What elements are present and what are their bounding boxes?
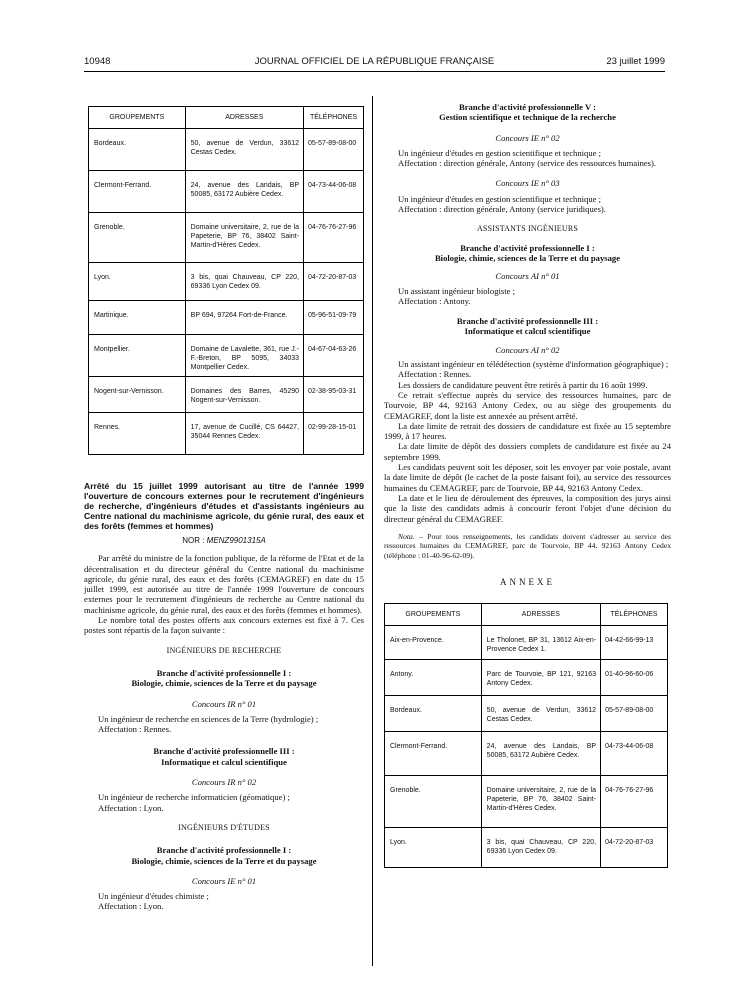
page-number: 10948: [84, 56, 111, 67]
table-row: [385, 659, 668, 695]
poste-line: Un ingénieur de recherche informaticien (géomatique) ;: [98, 792, 290, 803]
telephone-cell: 04-72-20-87-03: [304, 263, 364, 301]
poste-line: Un ingénieur d'études en gestion scientifique et technique ;: [398, 193, 601, 204]
arrete-paragraph-1: Par arrêté du ministre de la fonction publique, de la réforme de l'Etat et de la décentralisation et du directeur général du Centre national du machinisme agricole, du génie rural, des eaux et des forêts (CEMAGREF) en date du 15 juillet 1999, est autorisée au titre de l'année 1999 l'ouverture de concours externes pour le recrutement d'ingénieurs de recherche au Centre national du machinisme agricole, du génie rural, des eaux et des forêts (femmes et hommes).: [84, 553, 364, 615]
adresse-cell: 3 bis, quai Chauveau, CP 220, 69336 Lyon Cedex 09.: [481, 827, 600, 867]
date-limite-retrait-paragraph: La date limite de retrait des dossiers de candidature est fixée au 15 septembre 1999, à 17 heures.: [384, 420, 671, 442]
table-row: [385, 827, 668, 867]
arrete-paragraph-2: Le nombre total des postes offerts aux concours externes est fixé à 7. Ces postes sont répartis de la façon suivante :: [84, 615, 364, 636]
table-row: [89, 129, 364, 171]
concours-label: Concours IE n° 02: [495, 132, 560, 143]
table-row: [385, 731, 668, 775]
concours-label: Concours IR n° 02: [191, 777, 257, 788]
left-column: [84, 100, 364, 912]
affectation-line: Affectation : direction générale, Antony (service des ressources humaines).: [398, 158, 657, 169]
table-row: [89, 301, 364, 335]
poste-line: Un ingénieur d'études chimiste ;: [98, 891, 209, 902]
nota-note: [384, 532, 671, 561]
branch-title: Branche d'activité professionnelle I :: [460, 242, 595, 253]
column-header: TÉLÉPHONES: [601, 603, 668, 625]
affectation-line: Affectation : direction générale, Antony (service juridiques).: [398, 204, 606, 215]
telephone-cell: 05-96-51-09-79: [304, 301, 364, 335]
branch-subtitle: Informatique et calcul scientifique: [161, 756, 287, 767]
groupement-cell: Nogent-sur-Vernisson.: [89, 377, 186, 413]
affectation-line: Affectation : Antony.: [398, 295, 471, 306]
branch-subtitle: Biologie, chimie, sciences de la Terre et du paysage: [131, 855, 317, 866]
branch-subtitle: Biologie, chimie, sciences de la Terre et du paysage: [131, 678, 317, 689]
table-row: [89, 263, 364, 301]
groupements-table-1: [88, 106, 364, 455]
publication-date: 23 juillet 1999: [606, 56, 665, 67]
section-heading-ai: ASSISTANTS INGÉNIEURS: [476, 224, 579, 234]
concours-label: Concours IE n° 03: [495, 178, 560, 189]
groupement-cell: Lyon.: [89, 263, 186, 301]
epreuves-paragraph: La date et le lieu de déroulement des épreuves, la composition des jurys ainsi que la liste des candidats admis à concourir feront l'objet d'une décision du directeur général du CEMAGREF.: [384, 492, 671, 524]
page-header: [84, 56, 665, 70]
groupement-cell: Martinique.: [89, 301, 186, 335]
section-heading-ir: INGÉNIEURS DE RECHERCHE: [166, 645, 282, 655]
nota-label: Nota.: [398, 531, 415, 541]
branch-title: Branche d'activité professionnelle III :: [153, 746, 295, 757]
column-header: GROUPEMENTS: [385, 603, 482, 625]
column-header: ADRESSES: [481, 603, 600, 625]
groupement-cell: Aix-en-Provence.: [385, 625, 482, 659]
table-row: [89, 377, 364, 413]
branch-subtitle: Gestion scientifique et technique de la recherche: [439, 112, 616, 123]
groupement-cell: Rennes.: [89, 413, 186, 455]
adresse-cell: Le Tholonet, BP 31, 13612 Aix-en-Provence Cedex 1.: [481, 625, 600, 659]
date-limite-depot-paragraph: La date limite de dépôt des dossiers complets de candidature est fixée au 24 septembre 1999.: [384, 441, 671, 462]
branch-title: Branche d'activité professionnelle III :: [456, 316, 599, 327]
header-rule: [84, 71, 665, 72]
adresse-cell: 24, avenue des Landais, BP 50085, 63172 Aubière Cedex.: [481, 731, 600, 775]
telephone-cell: 04-72-20-87-03: [601, 827, 668, 867]
affectation-line: Affectation : Lyon.: [98, 802, 164, 813]
concours-label: Concours AI n° 02: [495, 344, 560, 355]
concours-label: Concours AI n° 01: [495, 271, 560, 282]
groupement-cell: Antony.: [385, 659, 482, 695]
telephone-cell: 05-57-89-08-00: [601, 695, 668, 731]
right-column: [384, 102, 671, 868]
column-divider: [372, 96, 373, 966]
branch-title: Branche d'activité professionnelle I :: [156, 667, 292, 678]
groupement-cell: Bordeaux.: [385, 695, 482, 731]
telephone-cell: 04-67-04-63-26: [304, 335, 364, 377]
table-header-row: [385, 603, 668, 625]
groupement-cell: Bordeaux.: [89, 129, 186, 171]
affectation-line: Affectation : Rennes.: [98, 724, 172, 735]
nota-text: – Pour tous renseignements, les candidats doivent s'adresser au service des ressources humaines du CEMAGREF, parc de Tourvoie, BP 44, 92163 Antony Cedex (téléphone : 01-40-96-62-09).: [384, 531, 671, 560]
adresse-cell: 17, avenue de Cucillé, CS 64427, 35044 Rennes Cedex.: [185, 413, 303, 455]
column-header: ADRESSES: [185, 107, 303, 129]
concours-label: Concours IR n° 01: [191, 698, 257, 709]
affectation-line: Affectation : Rennes.: [398, 369, 472, 380]
nor-code: MENZ9901315A: [206, 536, 266, 545]
adresse-cell: Domaines des Barres, 45290 Nogent-sur-Vernisson.: [185, 377, 303, 413]
section-heading-ie: INGÉNIEURS D'ÉTUDES: [178, 822, 270, 832]
groupement-cell: Clermont-Ferrand.: [89, 171, 186, 213]
adresse-cell: 3 bis, quai Chauveau, CP 220, 69336 Lyon Cedex 09.: [185, 263, 303, 301]
telephone-cell: 01-40-96-60-06: [601, 659, 668, 695]
table-row: [385, 775, 668, 827]
poste-line: Un assistant ingénieur biologiste ;: [398, 285, 515, 296]
adresse-cell: Domaine universitaire, 2, rue de la Papeterie, BP 76, 38402 Saint-Martin-d'Hères Cedex.: [185, 213, 303, 263]
retrait-paragraph: Ce retrait s'effectue auprès du service des ressources humaines, parc de Tourvoie, BP 44, 92163 Antony Cedex, ou au siège des groupements du CEMAGREF, dont la liste est annexée au présent arrêté.: [384, 389, 671, 421]
table-row: [89, 213, 364, 263]
telephone-cell: 04-76-76-27-96: [304, 213, 364, 263]
telephone-cell: 04-73-44-06-08: [304, 171, 364, 213]
poste-line: Un ingénieur d'études en gestion scientifique et technique ;: [398, 147, 601, 158]
poste-line: Un ingénieur de recherche en sciences de la Terre (hydrologie) ;: [98, 713, 319, 724]
branch-subtitle: Biologie, chimie, sciences de la Terre et du paysage: [434, 252, 621, 263]
affectation-line: Affectation : Lyon.: [98, 901, 164, 912]
adresse-cell: Domaine universitaire, 2, rue de la Papeterie, BP 76, 38402 Saint-Martin-d'Hères Cedex.: [481, 775, 600, 827]
dossiers-paragraph: Les dossiers de candidature peuvent être retirés à partir du 16 août 1999.: [398, 379, 648, 390]
groupements-table-2: [384, 603, 668, 868]
telephone-cell: 05-57-89-08-00: [304, 129, 364, 171]
concours-label: Concours IE n° 01: [191, 875, 257, 886]
table-row: [89, 413, 364, 455]
nor-label: NOR :: [182, 536, 205, 545]
depot-paragraph: Les candidats peuvent soit les déposer, soit les envoyer par voie postale, avant la date limite de dépôt (le cachet de la poste faisant foi), au service des ressources humaines du CEMAGREF, parc de Tourvoie, BP 44, 92163 Antony Cedex.: [384, 462, 671, 493]
column-header: GROUPEMENTS: [89, 107, 186, 129]
branch-title: Branche d'activité professionnelle I :: [156, 845, 292, 856]
column-header: TÉLÉPHONES: [304, 107, 364, 129]
adresse-cell: BP 694, 97264 Fort-de-France.: [185, 301, 303, 335]
adresse-cell: Domaine de Lavalette, 361, rue J.-F.-Breton, BP 5095, 34033 Montpellier Cedex.: [185, 335, 303, 377]
branch-title: Branche d'activité professionnelle V :: [458, 102, 597, 112]
groupement-cell: Grenoble.: [89, 213, 186, 263]
table-row: [385, 695, 668, 731]
arrete-title: Arrêté du 15 juillet 1999 autorisant au titre de l'année 1999 l'ouverture de concours externes pour le recrutement d'ingénieurs de recherche, d'ingénieurs d'études et d'assistants ingénieurs au Centre national du machinisme agricole, du génie rural, des eaux et des forêts (femmes et hommes): [84, 481, 364, 531]
telephone-cell: 02-38-95-03-31: [304, 377, 364, 413]
groupement-cell: Grenoble.: [385, 775, 482, 827]
poste-line: Un assistant ingénieur en télédétection (système d'information géographique) ;: [398, 359, 669, 370]
table-row: [385, 625, 668, 659]
telephone-cell: 04-76-76-27-96: [601, 775, 668, 827]
adresse-cell: Parc de Tourvoie, BP 121, 92163 Antony Cedex.: [481, 659, 600, 695]
telephone-cell: 04-73-44-06-08: [601, 731, 668, 775]
nor-reference: [84, 536, 364, 546]
adresse-cell: 24, avenue des Landais, BP 50085, 63172 Aubière Cedex.: [185, 171, 303, 213]
telephone-cell: 02-99-28-15-01: [304, 413, 364, 455]
journal-title: JOURNAL OFFICIEL DE LA RÉPUBLIQUE FRANÇAISE: [254, 56, 495, 67]
table-row: [89, 335, 364, 377]
table-header-row: [89, 107, 364, 129]
adresse-cell: 50, avenue de Verdun, 33612 Cestas Cedex.: [185, 129, 303, 171]
branch-subtitle: Informatique et calcul scientifique: [464, 326, 591, 337]
groupement-cell: Lyon.: [385, 827, 482, 867]
adresse-cell: 50, avenue de Verdun, 33612 Cestas Cedex.: [481, 695, 600, 731]
groupement-cell: Clermont-Ferrand.: [385, 731, 482, 775]
groupement-cell: Montpellier.: [89, 335, 186, 377]
telephone-cell: 04-42-66-99-13: [601, 625, 668, 659]
annexe-heading: ANNEXE: [500, 576, 555, 587]
table-row: [89, 171, 364, 213]
